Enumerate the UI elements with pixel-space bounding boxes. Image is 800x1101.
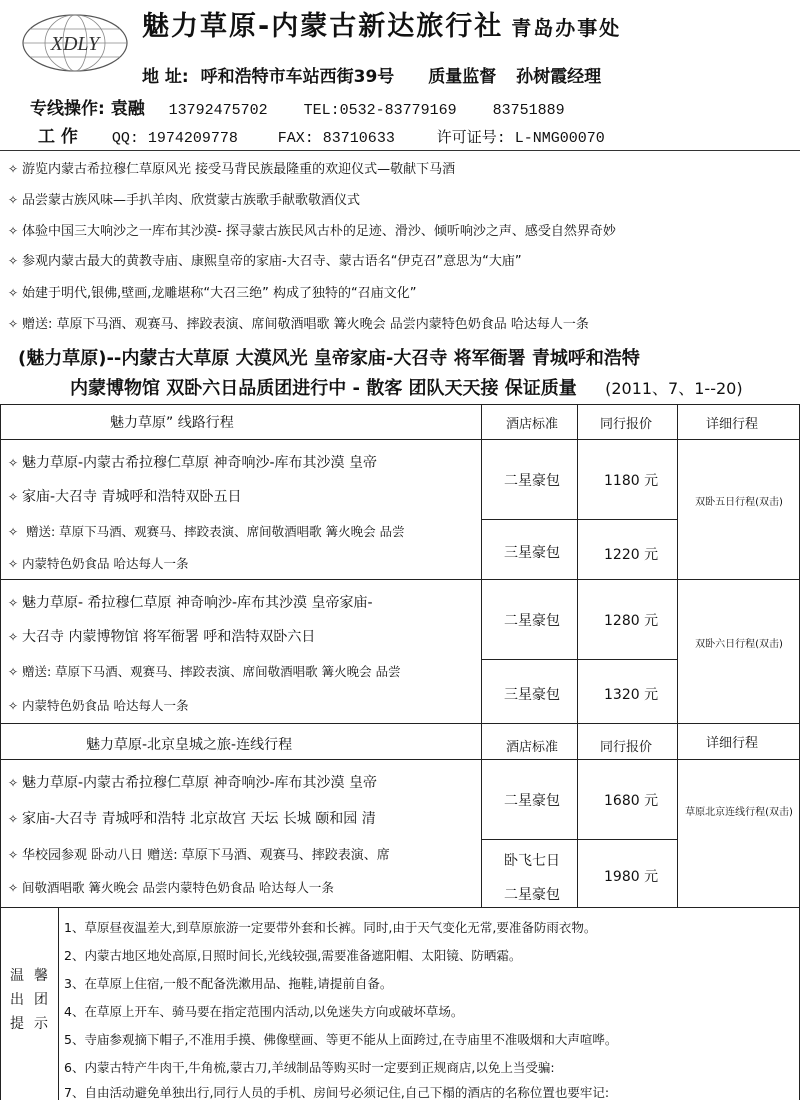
promo-line-1: (魅力草原)--内蒙古大草原 大漠风光 皇帝家庙-大召寺 将军衙署 青城呼和浩特 — [18, 348, 640, 369]
table1-header-price: 同行报价 — [578, 404, 678, 440]
detail-link-5day[interactable]: 双卧五日行程(双击) — [678, 440, 800, 580]
work-label: 工 作 — [38, 127, 78, 147]
price-option: 1180 元 — [578, 440, 678, 520]
tip-item: 7、自由活动避免单独出行,同行人员的手机、房间号必须记住,自己下榻的酒店的名称位置也要牢记: — [64, 1085, 610, 1100]
hotel-option: 二星豪包 — [482, 760, 578, 840]
tip-item: 2、内蒙古地区地处高原,日照时间长,光线较强,需要准备遮阳帽、太阳镜、防晒霜。 — [64, 948, 522, 963]
route-line: ✧ 华校园参观 卧动八日 赠送: 草原下马酒、观赛马、摔跤表演、席 — [8, 848, 390, 863]
highlight-item: ✧ 参观内蒙古最大的黄教寺庙、康熙皇帝的家庙-大召寺、蒙古语名“伊克召”意思为“大庙” — [8, 254, 522, 269]
table1-header-route: 魅力草原” 线路行程 — [0, 404, 482, 440]
tip-item: 4、在草原上开车、骑马要在指定范围内活动,以免迷失方向或破坏草场。 — [64, 1004, 464, 1019]
qq-number: QQ: 1974209778 — [111, 130, 238, 147]
route-line: ✧ 家庙-大召寺 青城呼和浩特 北京故宫 天坛 长城 颐和园 清 — [8, 811, 376, 827]
contact-line — [30, 94, 565, 119]
route-gift-line: ✧ 间敬酒唱歌 篝火晚会 品尝内蒙特色奶食品 哈达每人一条 — [8, 880, 334, 895]
bullet-icon: ✧ — [8, 317, 19, 331]
hotel-option: 卧飞七日 二星豪包 — [482, 840, 578, 908]
bullet-icon: ✧ — [8, 525, 19, 539]
detail-link-6day[interactable]: 双卧六日行程(双击) — [678, 580, 800, 724]
license-number: 许可证号: L-NMG00070 — [436, 130, 605, 147]
tip-item: 6、内蒙古特产牛肉干,牛角梳,蒙古刀,羊绒制品等购买时一定要到正规商店,以免上当受骗: — [64, 1060, 555, 1075]
bullet-icon: ✧ — [8, 456, 19, 470]
price-option: 1980 元 — [578, 840, 678, 908]
agency-title — [142, 4, 621, 43]
mobile-phone: 13792475702 — [168, 102, 268, 119]
detail-link-beijing[interactable]: 草原北京连线行程(双击) — [678, 760, 800, 908]
bullet-icon: ✧ — [8, 224, 19, 238]
letterhead — [0, 0, 800, 152]
table2-header-price: 同行报价 — [578, 724, 678, 760]
bullet-icon: ✧ — [8, 254, 19, 268]
table2-header-route: 魅力草原-北京皇城之旅-连线行程 — [0, 724, 482, 760]
price-option: 1320 元 — [578, 660, 678, 724]
promo-line-2 — [70, 374, 743, 400]
route-line: ✧ 魅力草原-内蒙古希拉穆仁草原 神奇响沙-库布其沙漠 皇帝 — [8, 775, 378, 791]
route-gift-line: ✧ 赠送: 草原下马酒、观赛马、摔跤表演、席间敬酒唱歌 篝火晚会 品尝 — [8, 664, 401, 679]
quality-label: 质量监督 — [428, 67, 497, 87]
price-option: 1220 元 — [578, 520, 678, 580]
table1-route-cell — [0, 440, 482, 580]
route-line: ✧ 魅力草原-内蒙古希拉穆仁草原 神奇响沙-库布其沙漠 皇帝 — [8, 455, 378, 471]
fax-number: FAX: 83710633 — [277, 130, 395, 147]
route-table-1 — [0, 404, 800, 724]
line-op-label: 专线操作: — [30, 99, 105, 119]
table2-route-cell — [0, 760, 482, 908]
promo-text: 内蒙博物馆 双卧六日品质团进行中 - 散客 团队天天接 保证质量 — [70, 378, 577, 399]
price-option: 1280 元 — [578, 580, 678, 660]
bullet-icon: ✧ — [8, 630, 19, 644]
route-gift-line: ✧ 赠送: 草原下马酒、观赛马、摔跤表演、席间敬酒唱歌 篝火晚会 品尝 — [8, 524, 405, 539]
bullet-icon: ✧ — [8, 193, 19, 207]
bullet-icon: ✧ — [8, 490, 19, 504]
tip-item: 1、草原昼夜温差大,到草原旅游一定要带外套和长裤。同时,由于天气变化无常,要准备防雨衣物。 — [64, 920, 597, 935]
quality-person: 孙树霞经理 — [516, 67, 602, 87]
logo-text: XDLY — [50, 33, 100, 55]
highlight-item: ✧ 始建于明代,银佛,壁画,龙雕堪称“大召三绝” 构成了独特的“召庙文化” — [8, 286, 417, 301]
bullet-icon: ✧ — [8, 286, 19, 300]
highlight-item: ✧ 体验中国三大响沙之一库布其沙漠- 探寻蒙古族民风古朴的足迹、滑沙、倾听响沙之声、感受自然界奇妙 — [8, 224, 616, 239]
hotel-option: 三星豪包 — [482, 660, 578, 724]
address-label: 地 址: — [142, 67, 189, 87]
bullet-icon: ✧ — [8, 848, 19, 862]
agency-name: 魅力草原-内蒙古新达旅行社 — [142, 11, 504, 42]
company-logo — [20, 12, 130, 74]
route-line: ✧ 家庙-大召寺 青城呼和浩特双卧五日 — [8, 489, 242, 505]
address-line — [142, 62, 601, 87]
bullet-icon: ✧ — [8, 665, 19, 679]
table1-route-cell — [0, 580, 482, 724]
table2-header-hotel: 酒店标准 — [482, 724, 578, 760]
route-line: ✧ 魅力草原- 希拉穆仁草原 神奇响沙-库布其沙漠 皇帝家庙- — [8, 595, 373, 611]
highlight-item: ✧ 游览内蒙古希拉穆仁草原风光 接受马背民族最隆重的欢迎仪式—敬献下马酒 — [8, 162, 456, 177]
tip-item: 5、寺庙参观摘下帽子,不准用手摸、佛像壁画、等更不能从上面跨过,在寺庙里不准吸烟和大声喧哗。 — [64, 1032, 618, 1047]
highlight-item: ✧ 赠送: 草原下马酒、观赛马、摔跤表演、席间敬酒唱歌 篝火晚会 品尝内蒙特色奶食品 哈达每人一条 — [8, 317, 589, 332]
table1-header-detail: 详细行程 — [678, 404, 800, 440]
route-line: ✧ 大召寺 内蒙博物馆 将军衙署 呼和浩特双卧六日 — [8, 629, 316, 645]
price-option: 1680 元 — [578, 760, 678, 840]
line-op-name: 袁融 — [110, 99, 145, 119]
bullet-icon: ✧ — [8, 881, 19, 895]
table1-header-hotel: 酒店标准 — [482, 404, 578, 440]
route-table-2 — [0, 724, 800, 908]
tips-label-divider — [58, 908, 59, 1100]
route-gift-line: ✧ 内蒙特色奶食品 哈达每人一条 — [8, 556, 189, 571]
tel-number-2: 83751889 — [492, 102, 565, 119]
header-divider — [0, 150, 800, 151]
hotel-option: 三星豪包 — [482, 520, 578, 580]
tel-number: TEL:0532-83779169 — [303, 102, 457, 119]
bullet-icon: ✧ — [8, 699, 19, 713]
work-line — [38, 122, 605, 147]
bullet-icon: ✧ — [8, 162, 19, 176]
hotel-option: 二星豪包 — [482, 440, 578, 520]
bullet-icon: ✧ — [8, 776, 19, 790]
bullet-icon: ✧ — [8, 557, 19, 571]
travel-tips: 温 馨 出 团 提 示 1、草原昼夜温差大,到草原旅游一定要带外套和长裤。同时,由于天气变化无常,要准备防雨衣物。 2、内蒙古地区地处高原,日照时间长,光线较强,需要准备遮阳帽、太阳镜、防晒霜。 3、在草原上住宿,一般不配备洗漱用品、拖鞋,请提前自备。 4、在草原上开车、骑马要在指定范围内活动,以免迷失方向或破坏草场。 5、寺庙参观摘下帽子,不准用手摸、佛像壁画、等更不能从上面跨过,在寺庙里不准吸烟和大声喧哗。 6、内蒙古特产牛肉干,牛角梳,蒙古刀,羊绒制品等购买时一定要到正规商店,以免上当受骗: 7、自由活动避免单独出行,同行人员的手机、房间号必须记住,自己下榻的酒店的名称位置也要牢记: — [0, 908, 800, 1100]
bullet-icon: ✧ — [8, 812, 19, 826]
hotel-option: 二星豪包 — [482, 580, 578, 660]
address-value: 呼和浩特市车站西街39号 — [200, 67, 395, 87]
route-gift-line: ✧ 内蒙特色奶食品 哈达每人一条 — [8, 698, 189, 713]
tip-item: 3、在草原上住宿,一般不配备洗漱用品、拖鞋,请提前自备。 — [64, 976, 393, 991]
promo-date: (2011、7、1--20) — [605, 379, 743, 398]
table2-header-detail: 详细行程 — [678, 724, 800, 760]
branch-name: 青岛办事处 — [511, 16, 622, 40]
highlight-item: ✧ 品尝蒙古族风味—手扒羊肉、欣赏蒙古族歌手献歌敬酒仪式 — [8, 193, 361, 208]
bullet-icon: ✧ — [8, 596, 19, 610]
